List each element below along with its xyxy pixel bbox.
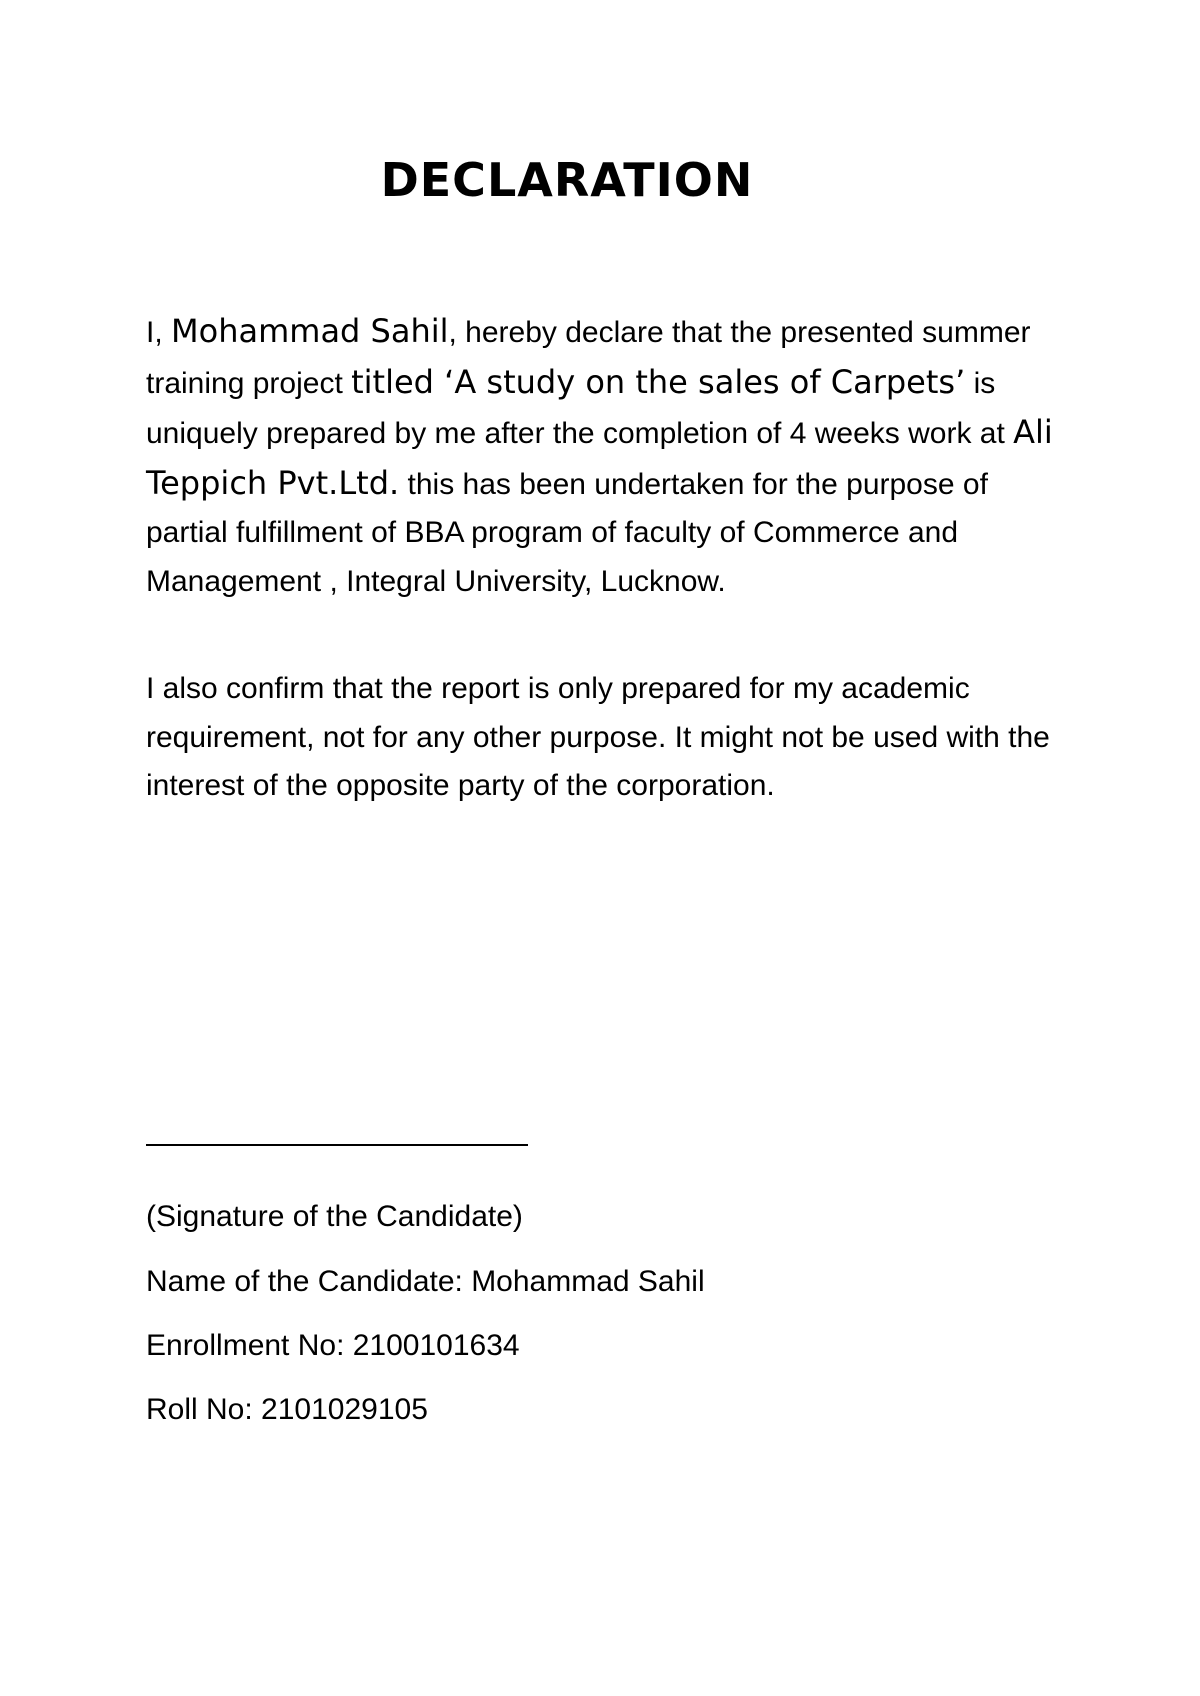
page-title: DECLARATION bbox=[380, 153, 754, 207]
company-name-inline: Ali Teppich Pvt.Ltd. bbox=[146, 413, 1053, 502]
body-text-3: this has been undertaken for the purpose of partial fulfillment of BBA program of faculty of Commerce and Management , Integral University, Lucknow. bbox=[146, 467, 988, 598]
candidate-name: Name of the Candidate: Mohammad Sahil bbox=[146, 1265, 705, 1298]
body-text-2: is uniquely prepared by me after the completion of 4 weeks work at bbox=[146, 366, 1014, 450]
roll-number: Roll No: 2101029105 bbox=[146, 1393, 428, 1426]
signature-caption: (Signature of the Candidate) bbox=[146, 1200, 523, 1233]
confirmation-paragraph: I also confirm that the report is only prepared for my academic requirement, not for any other purpose. It might not be used with the interest of the opposite party of the corporation. bbox=[146, 672, 1050, 802]
intro-text: I, bbox=[146, 316, 172, 349]
signature-line bbox=[146, 1144, 528, 1146]
declaration-paragraph bbox=[146, 307, 1066, 606]
body-text-1: , hereby declare that the presented summer training project bbox=[146, 316, 1031, 400]
project-title-inline: titled ‘A study on the sales of Carpets’ bbox=[351, 362, 966, 401]
candidate-name-inline: Mohammad Sahil bbox=[171, 312, 449, 350]
enrollment-number: Enrollment No: 2100101634 bbox=[146, 1329, 520, 1362]
